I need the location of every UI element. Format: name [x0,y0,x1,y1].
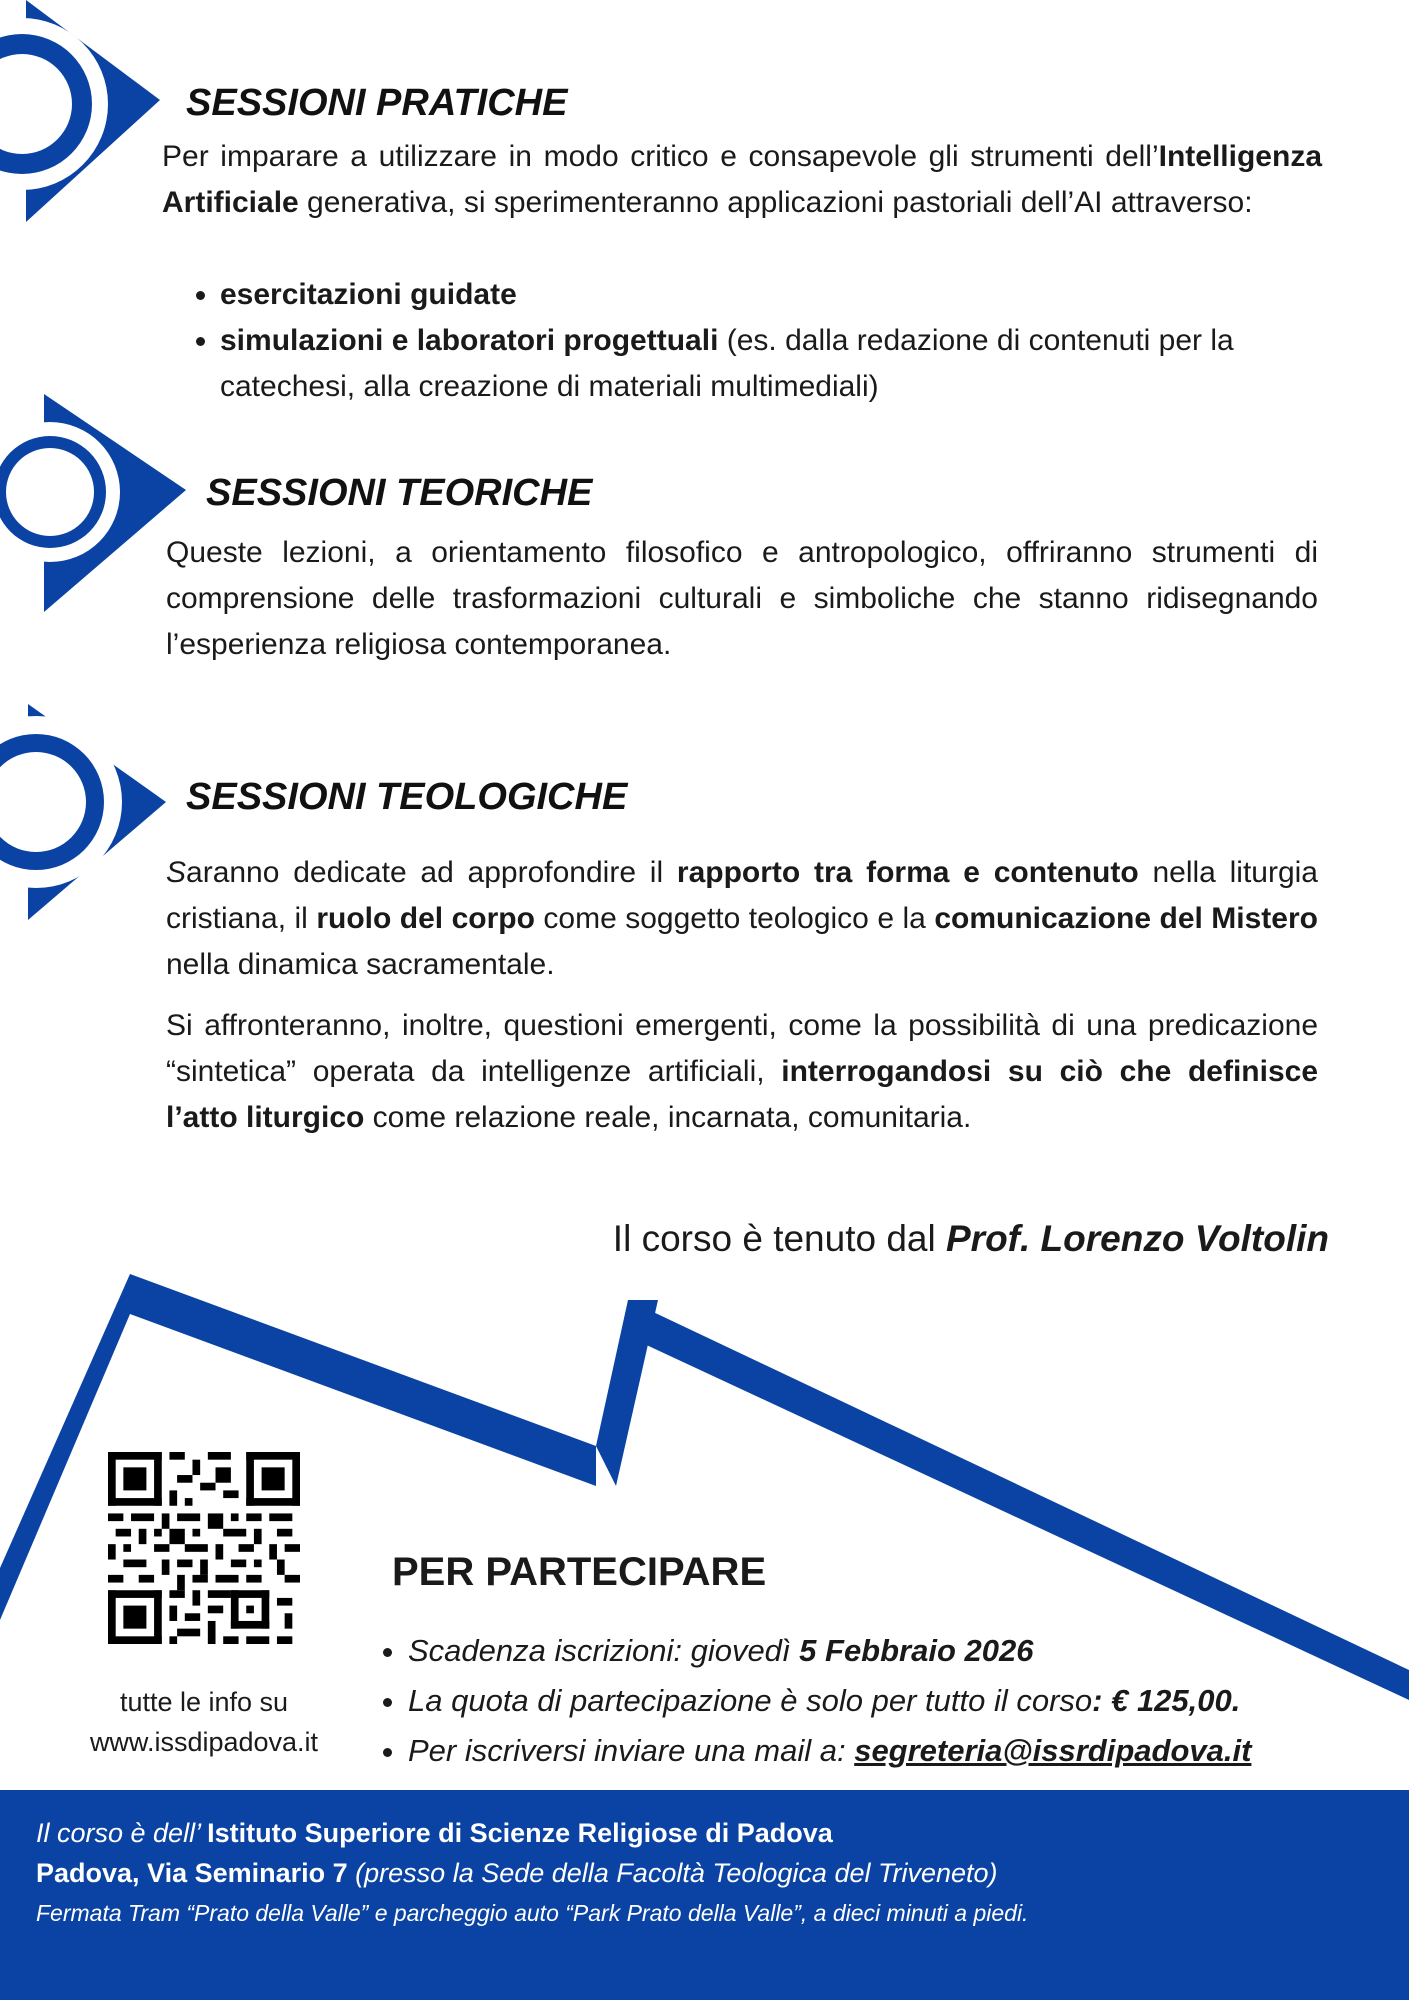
footer-band [0,1790,1409,2000]
deadline-date: 5 Febbraio 2026 [799,1633,1034,1668]
list-item [408,1676,1251,1726]
footer-line-2 [36,1858,998,1889]
bullet-bold: esercitazioni guidate [220,278,517,311]
qr-info [72,1682,336,1762]
section-marker-icon [0,0,170,230]
p2-text: come relazione reale, incarnata, comunitaria. [364,1101,972,1134]
partecipare-title: PER PARTECIPARE [392,1550,767,1594]
p1-bold: ruolo del corpo [316,902,535,935]
list-item [220,318,1330,410]
section-marker-icon [0,392,190,622]
teacher-line [613,1218,1329,1260]
section-teologiche-p2 [166,1003,1318,1141]
section-teoriche-text: Queste lezioni, a orientamento filosofico e antropologico, offriranno strumenti di comprensione delle trasformazioni culturali e simboliche che stanno ridisegnando l’esperienza religiosa contemporanea. [166,536,1318,661]
p1-text: nella dinamica sacramentale. [166,948,555,981]
email-link[interactable]: segreteria@issrdipadova.it [854,1733,1252,1768]
item-text: Per iscriversi inviare una mail a: [408,1733,855,1768]
item-text: Scadenza iscrizioni: giovedì [408,1633,800,1668]
qr-info-line: tutte le info su [119,1687,289,1717]
pratiche-bullet-list [164,272,1330,410]
footer-address: Padova, Via Seminario 7 [36,1858,348,1888]
section-title-teoriche: SESSIONI TEORICHE [206,472,593,514]
section-pratiche-intro [162,134,1322,226]
p1-text: aranno dedicate ad approfondire il [186,856,677,889]
section-title-pratiche: SESSIONI PRATICHE [186,82,568,124]
footer-italic: Il corso è dell’ [36,1818,208,1848]
p1-bold: rapporto tra forma e contenuto [676,856,1139,889]
footer-institute: Istituto Superiore di Scienze Religiose di Padova [207,1818,833,1848]
section-teologiche-p1 [166,850,1318,988]
intro-text: Per imparare a utilizzare in modo critico e consapevole gli strumenti dell’ [162,140,1159,173]
footer-line-1 [36,1818,833,1849]
website-link[interactable]: www.issdipadova.it [89,1727,319,1757]
list-item [220,272,1330,318]
partecipare-list [372,1626,1251,1776]
p1-bold: comunicazione del Mistero [934,902,1318,935]
bullet-text: (es. dalla redazione di contenuti per la catechesi, alla creazione di materiali multimediali) [220,324,1234,403]
teacher-prefix: Il corso è tenuto dal [612,1218,946,1259]
intro-text-end: generativa, si sperimenteranno applicazioni pastoriali dell’AI attraverso: [298,186,1253,219]
p2-text: Si affronteranno, inoltre, questioni emergenti, come la possibilità di una predicazione “sintetica” operata da intelligenze artificiali, [166,1009,1318,1088]
section-marker-icon [0,702,180,932]
initial-letter: S [166,856,187,889]
bullet-bold: simulazioni e laboratori progettuali [220,324,719,357]
list-item [408,1626,1251,1676]
p2-bold: interrogandosi su ciò che definisce l’atto liturgico [166,1055,1319,1134]
qr-code [108,1452,300,1644]
teacher-name: Prof. Lorenzo Voltolin [946,1218,1329,1259]
footer-line-3: Fermata Tram “Prato della Valle” e parcheggio auto “Park Prato della Valle”, a dieci minuti a piedi. [36,1900,1029,1926]
section-title-teologiche: SESSIONI TEOLOGICHE [186,776,628,818]
item-text: La quota di partecipazione è solo per tutto il corso [408,1683,1093,1718]
p1-text: come soggetto teologico e la [534,902,935,935]
footer-italic: (presso la Sede della Facoltà Teologica del Triveneto) [347,1858,998,1888]
fee-amount: : € 125,00. [1092,1683,1241,1718]
intro-bold: Intelligenza Artificiale [162,140,1322,219]
list-item [408,1726,1251,1776]
p1-text: nella liturgia cristiana, il [166,856,1318,935]
